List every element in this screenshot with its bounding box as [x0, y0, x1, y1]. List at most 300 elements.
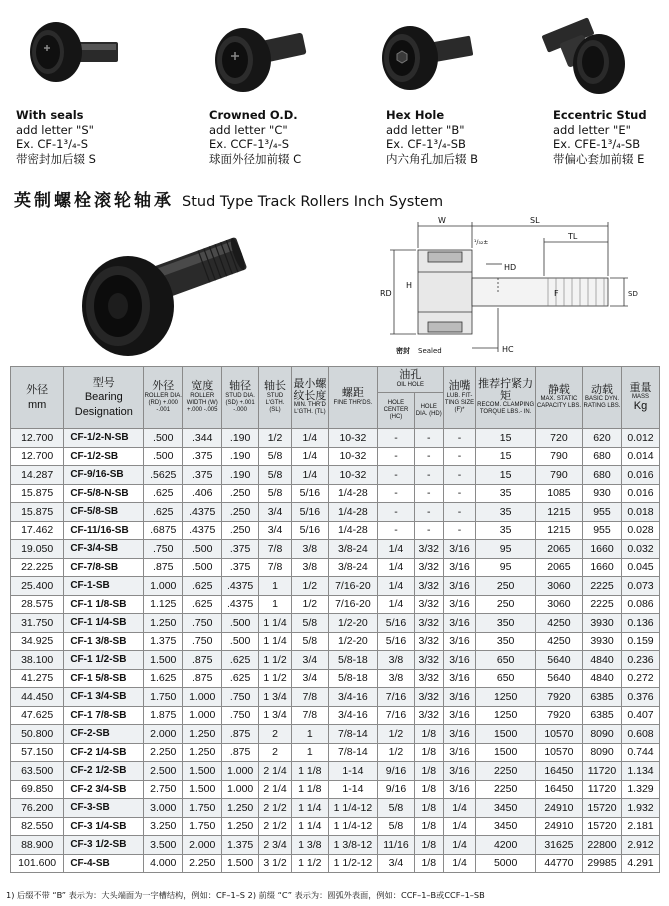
- cell-hc: 5/16: [378, 614, 415, 633]
- cell-threads: 10-32: [328, 466, 377, 485]
- cell-mass: 2.181: [621, 817, 659, 836]
- cell-lub: 3/16: [443, 632, 476, 651]
- cell-w: .500: [183, 540, 222, 559]
- cell-threads: 7/16-20: [328, 595, 377, 614]
- cell-sl: 7/8: [259, 558, 292, 577]
- cell-rd: .5625: [144, 466, 183, 485]
- cell-threads: 5/8-18: [328, 651, 377, 670]
- cell-rd: 3.000: [144, 799, 183, 818]
- cell-dynamic: 620: [583, 429, 622, 448]
- cell-mass: 0.045: [621, 558, 659, 577]
- cell-mass: 1.329: [621, 780, 659, 799]
- cell-designation: CF-5/8-SB: [64, 503, 144, 522]
- cell-hd: 1/8: [414, 725, 443, 744]
- cell-hc: -: [378, 466, 415, 485]
- cell-lub: 3/16: [443, 558, 476, 577]
- table-row: [11, 521, 660, 540]
- table-row: [11, 817, 660, 836]
- cell-rd: .625: [144, 503, 183, 522]
- seal-en-label: Sealed: [418, 347, 442, 355]
- cell-torque: 250: [476, 595, 535, 614]
- cell-dynamic: 3930: [583, 632, 622, 651]
- dim-h-label: H: [406, 281, 413, 290]
- cell-sl: 2 3/4: [259, 836, 292, 855]
- cell-sd: .4375: [222, 595, 259, 614]
- cell-hd: -: [414, 447, 443, 466]
- cell-rd: 2.250: [144, 743, 183, 762]
- cell-designation: CF-1/2-SB: [64, 447, 144, 466]
- cell-sl: 3/4: [259, 503, 292, 522]
- cell-hc: -: [378, 447, 415, 466]
- cell-mm: 25.400: [11, 577, 64, 596]
- cell-mass: 0.376: [621, 688, 659, 707]
- cell-hd: 3/32: [414, 614, 443, 633]
- cell-dynamic: 22800: [583, 836, 622, 855]
- cell-threads: 3/8-24: [328, 558, 377, 577]
- col-header-rd: 外径 ROLLER DIA. (RD) +.000 -.001: [144, 367, 183, 429]
- cell-hd: 1/8: [414, 743, 443, 762]
- cell-threads: 7/8-14: [328, 743, 377, 762]
- cell-hd: 1/8: [414, 854, 443, 873]
- table-row: [11, 799, 660, 818]
- cell-mass: 0.407: [621, 706, 659, 725]
- cell-mass: 0.032: [621, 540, 659, 559]
- table-row: [11, 577, 660, 596]
- stud-roller-photo: [60, 222, 260, 362]
- col-header-oil-hole: 油孔 OIL HOLE: [378, 367, 444, 393]
- cell-tl: 1: [291, 725, 328, 744]
- table-row: [11, 725, 660, 744]
- cell-designation: CF-9/16-SB: [64, 466, 144, 485]
- cell-hc: -: [378, 429, 415, 448]
- col-header-lub: 油嘴 LUB. FIT- TING SIZE (F)*: [443, 367, 476, 429]
- cell-static: 1215: [535, 503, 582, 522]
- cell-rd: 1.875: [144, 706, 183, 725]
- cell-lub: -: [443, 484, 476, 503]
- cell-w: .750: [183, 632, 222, 651]
- cell-threads: 1 3/8-12: [328, 836, 377, 855]
- cell-dynamic: 2225: [583, 577, 622, 596]
- cell-static: 24910: [535, 817, 582, 836]
- cell-mass: 0.744: [621, 743, 659, 762]
- cell-sd: .750: [222, 706, 259, 725]
- cell-static: 16450: [535, 762, 582, 781]
- cell-hd: 1/8: [414, 780, 443, 799]
- cell-dynamic: 2225: [583, 595, 622, 614]
- dimension-drawing: [378, 212, 638, 362]
- cell-mass: 0.016: [621, 484, 659, 503]
- cell-w: 1.000: [183, 688, 222, 707]
- cell-w: 2.000: [183, 836, 222, 855]
- cell-mm: 14.287: [11, 466, 64, 485]
- table-row: [11, 429, 660, 448]
- col-header-sl: 轴长 STUD L'GTH. (SL): [259, 367, 292, 429]
- cell-tl: 3/4: [291, 651, 328, 670]
- variant-example: Ex. CF-1³/₄-SB: [386, 137, 466, 151]
- cell-mm: 31.750: [11, 614, 64, 633]
- cell-lub: -: [443, 503, 476, 522]
- cell-designation: CF-3 1/2-SB: [64, 836, 144, 855]
- cell-w: .750: [183, 614, 222, 633]
- variant-suffix: add letter "E": [553, 122, 631, 137]
- cell-hc: 3/8: [378, 669, 415, 688]
- cell-hd: -: [414, 484, 443, 503]
- variant-title: Eccentric Stud: [553, 108, 647, 122]
- cell-static: 4250: [535, 614, 582, 633]
- cell-lub: 1/4: [443, 836, 476, 855]
- table-row: [11, 854, 660, 873]
- variant-options: [0, 0, 669, 180]
- cell-w: .375: [183, 466, 222, 485]
- cell-rd: 4.000: [144, 854, 183, 873]
- cell-designation: CF-3 1/4-SB: [64, 817, 144, 836]
- cell-lub: 3/16: [443, 762, 476, 781]
- variant-suffix: add letter "S": [16, 122, 94, 137]
- cell-threads: 1/4-28: [328, 521, 377, 540]
- cell-hd: 3/32: [414, 595, 443, 614]
- cell-sd: 1.000: [222, 780, 259, 799]
- cell-threads: 10-32: [328, 429, 377, 448]
- cell-dynamic: 1660: [583, 540, 622, 559]
- cell-tl: 5/16: [291, 503, 328, 522]
- variant-example: Ex. CFE-1³/₄-SB: [553, 137, 641, 151]
- cell-sd: 1.000: [222, 762, 259, 781]
- cell-sd: .250: [222, 503, 259, 522]
- cell-tl: 7/8: [291, 688, 328, 707]
- variant-cn: 带偏心套加前辍 E: [553, 151, 645, 166]
- cell-tl: 1 1/8: [291, 762, 328, 781]
- cell-torque: 250: [476, 577, 535, 596]
- cell-tl: 5/8: [291, 614, 328, 633]
- cell-designation: CF-11/16-SB: [64, 521, 144, 540]
- cell-mass: 4.291: [621, 854, 659, 873]
- cell-sd: .250: [222, 484, 259, 503]
- cell-dynamic: 930: [583, 484, 622, 503]
- cell-hc: 3/8: [378, 651, 415, 670]
- cell-mass: 0.159: [621, 632, 659, 651]
- cell-w: .406: [183, 484, 222, 503]
- cell-mm: 38.100: [11, 651, 64, 670]
- heading-en: Stud Type Track Rollers Inch System: [182, 194, 444, 210]
- cell-threads: 1-14: [328, 762, 377, 781]
- cell-torque: 15: [476, 466, 535, 485]
- cell-dynamic: 15720: [583, 817, 622, 836]
- variant-cn: 带密封加后辍 S: [16, 151, 96, 166]
- variant-example: Ex. CF-1³/₄-S: [16, 137, 89, 151]
- cell-sl: 1/2: [259, 429, 292, 448]
- cell-rd: .6875: [144, 521, 183, 540]
- cell-hd: -: [414, 521, 443, 540]
- cell-hc: 5/16: [378, 632, 415, 651]
- cell-rd: 2.750: [144, 780, 183, 799]
- cell-threads: 3/8-24: [328, 540, 377, 559]
- cell-torque: 1250: [476, 688, 535, 707]
- cell-hc: 9/16: [378, 762, 415, 781]
- col-header-torque: 推荐拧紧力矩 RECOM. CLAMPING TORQUE LBS.- IN.: [476, 367, 535, 429]
- cell-designation: CF-1 5/8-SB: [64, 669, 144, 688]
- cell-lub: -: [443, 429, 476, 448]
- cell-mass: 1.932: [621, 799, 659, 818]
- cell-hc: 9/16: [378, 780, 415, 799]
- cell-sd: 1.500: [222, 854, 259, 873]
- cell-sl: 2 1/4: [259, 762, 292, 781]
- cell-mass: 0.086: [621, 595, 659, 614]
- cell-torque: 650: [476, 669, 535, 688]
- cell-sl: 2 1/2: [259, 817, 292, 836]
- cell-sl: 5/8: [259, 447, 292, 466]
- cell-hd: 1/8: [414, 762, 443, 781]
- cell-static: 24910: [535, 799, 582, 818]
- cell-lub: -: [443, 466, 476, 485]
- cell-mass: 0.012: [621, 429, 659, 448]
- variant-hex-hole: [386, 0, 546, 180]
- cell-threads: 7/16-20: [328, 577, 377, 596]
- cell-static: 790: [535, 447, 582, 466]
- cell-dynamic: 8090: [583, 725, 622, 744]
- cell-static: 4250: [535, 632, 582, 651]
- cell-threads: 1/4-28: [328, 503, 377, 522]
- cell-mm: 76.200: [11, 799, 64, 818]
- cell-w: .625: [183, 595, 222, 614]
- variant-cn: 内六角孔加后辍 B: [386, 151, 479, 166]
- cell-sl: 2 1/2: [259, 799, 292, 818]
- cell-lub: -: [443, 447, 476, 466]
- cell-tl: 1/2: [291, 595, 328, 614]
- dim-f-label: F: [554, 289, 559, 298]
- cell-tl: 7/8: [291, 706, 328, 725]
- cell-hc: 1/4: [378, 577, 415, 596]
- cell-threads: 1 1/4-12: [328, 817, 377, 836]
- cell-designation: CF-7/8-SB: [64, 558, 144, 577]
- variant-title: Crowned O.D.: [209, 108, 298, 122]
- cell-designation: CF-5/8-N-SB: [64, 484, 144, 503]
- variant-caption: [209, 108, 369, 166]
- spec-table-body: [11, 429, 660, 873]
- cell-dynamic: 11720: [583, 780, 622, 799]
- cell-mm: 88.900: [11, 836, 64, 855]
- cell-sd: .500: [222, 632, 259, 651]
- cell-sl: 3 1/2: [259, 854, 292, 873]
- table-row: [11, 484, 660, 503]
- cell-mm: 17.462: [11, 521, 64, 540]
- cell-hc: 1/4: [378, 540, 415, 559]
- cell-torque: 3450: [476, 799, 535, 818]
- cell-sd: .500: [222, 614, 259, 633]
- cell-mass: 0.608: [621, 725, 659, 744]
- cell-dynamic: 955: [583, 521, 622, 540]
- cell-mass: 2.912: [621, 836, 659, 855]
- cell-dynamic: 680: [583, 466, 622, 485]
- cell-static: 2065: [535, 558, 582, 577]
- cell-hc: 1/4: [378, 595, 415, 614]
- cell-sl: 3/4: [259, 521, 292, 540]
- cell-sl: 1 1/2: [259, 651, 292, 670]
- variant-suffix: add letter "B": [386, 122, 465, 137]
- cell-hc: 11/16: [378, 836, 415, 855]
- cell-tl: 3/8: [291, 540, 328, 559]
- cell-dynamic: 6385: [583, 706, 622, 725]
- cell-torque: 1500: [476, 725, 535, 744]
- col-header-designation: 型号 Bearing Designation: [64, 367, 144, 429]
- cell-hc: 7/16: [378, 706, 415, 725]
- cell-w: 1.250: [183, 725, 222, 744]
- cell-mm: 34.925: [11, 632, 64, 651]
- cell-hd: -: [414, 429, 443, 448]
- cell-hc: 1/2: [378, 725, 415, 744]
- cell-torque: 35: [476, 521, 535, 540]
- cell-rd: .500: [144, 429, 183, 448]
- cell-threads: 7/8-14: [328, 725, 377, 744]
- cell-sd: .375: [222, 558, 259, 577]
- cell-sl: 1 3/4: [259, 688, 292, 707]
- table-row: [11, 706, 660, 725]
- cell-rd: 2.000: [144, 725, 183, 744]
- cell-torque: 95: [476, 558, 535, 577]
- cell-static: 16450: [535, 780, 582, 799]
- cell-threads: 1/2-20: [328, 614, 377, 633]
- cell-rd: 1.500: [144, 651, 183, 670]
- cell-mm: 28.575: [11, 595, 64, 614]
- cell-designation: CF-2 1/4-SB: [64, 743, 144, 762]
- cell-w: .4375: [183, 503, 222, 522]
- cell-tl: 1/4: [291, 447, 328, 466]
- cell-tl: 1 1/8: [291, 780, 328, 799]
- cell-static: 10570: [535, 725, 582, 744]
- dim-sd-label: SD: [628, 290, 638, 298]
- cell-mass: 0.028: [621, 521, 659, 540]
- cell-tl: 1 3/8: [291, 836, 328, 855]
- cell-dynamic: 955: [583, 503, 622, 522]
- cell-rd: .500: [144, 447, 183, 466]
- cell-static: 5640: [535, 669, 582, 688]
- cell-w: 1.500: [183, 780, 222, 799]
- dim-sl-label: SL: [530, 216, 540, 225]
- cell-rd: 1.250: [144, 614, 183, 633]
- cell-lub: 3/16: [443, 614, 476, 633]
- cell-w: 2.250: [183, 854, 222, 873]
- cell-sl: 1: [259, 595, 292, 614]
- cell-dynamic: 29985: [583, 854, 622, 873]
- cell-lub: 3/16: [443, 743, 476, 762]
- cell-static: 3060: [535, 595, 582, 614]
- cell-sl: 2: [259, 743, 292, 762]
- cell-threads: 5/8-18: [328, 669, 377, 688]
- cell-dynamic: 3930: [583, 614, 622, 633]
- cell-sd: .190: [222, 466, 259, 485]
- cell-static: 31625: [535, 836, 582, 855]
- cell-hd: -: [414, 503, 443, 522]
- variant-title: Hex Hole: [386, 108, 445, 122]
- cell-sl: 7/8: [259, 540, 292, 559]
- cell-w: .344: [183, 429, 222, 448]
- cell-tl: 1/4: [291, 429, 328, 448]
- cell-hd: 3/32: [414, 688, 443, 707]
- cell-hd: 3/32: [414, 651, 443, 670]
- col-header-hd: HOLE DIA. (HD): [414, 393, 443, 429]
- cell-torque: 2250: [476, 762, 535, 781]
- cell-torque: 650: [476, 651, 535, 670]
- cell-threads: 1 1/4-12: [328, 799, 377, 818]
- cell-sl: 5/8: [259, 484, 292, 503]
- cell-w: 1.000: [183, 706, 222, 725]
- col-header-mm: 外径 mm: [11, 367, 64, 429]
- cell-dynamic: 11720: [583, 762, 622, 781]
- cell-hc: -: [378, 503, 415, 522]
- table-row: [11, 595, 660, 614]
- table-row: [11, 447, 660, 466]
- cell-hc: 5/8: [378, 817, 415, 836]
- dim-rd-label: RD: [380, 289, 392, 298]
- cell-w: 1.500: [183, 762, 222, 781]
- cell-sl: 2: [259, 725, 292, 744]
- cell-dynamic: 4840: [583, 669, 622, 688]
- cell-tl: 1/4: [291, 466, 328, 485]
- cell-threads: 1 1/2-12: [328, 854, 377, 873]
- cell-sl: 5/8: [259, 466, 292, 485]
- cell-hc: -: [378, 521, 415, 540]
- cell-sd: .190: [222, 447, 259, 466]
- cell-tl: 1: [291, 743, 328, 762]
- dim-w-label: W: [438, 216, 446, 225]
- table-row: [11, 762, 660, 781]
- cell-static: 2065: [535, 540, 582, 559]
- cell-torque: 4200: [476, 836, 535, 855]
- cell-designation: CF-2-SB: [64, 725, 144, 744]
- cell-tl: 1 1/4: [291, 799, 328, 818]
- cell-dynamic: 8090: [583, 743, 622, 762]
- cell-torque: 35: [476, 503, 535, 522]
- col-header-static: 静载 MAX. STATIC CAPACITY LBS.: [535, 367, 582, 429]
- cell-designation: CF-1 3/4-SB: [64, 688, 144, 707]
- cell-designation: CF-1 1/8-SB: [64, 595, 144, 614]
- cell-hc: 1/2: [378, 743, 415, 762]
- cell-dynamic: 4840: [583, 651, 622, 670]
- cell-lub: 3/16: [443, 688, 476, 707]
- cell-sl: 1 1/4: [259, 614, 292, 633]
- cell-w: 1.750: [183, 799, 222, 818]
- cell-mm: 47.625: [11, 706, 64, 725]
- cell-hd: 3/32: [414, 558, 443, 577]
- cell-rd: .875: [144, 558, 183, 577]
- cell-mass: 0.272: [621, 669, 659, 688]
- col-header-w: 宽度 ROLLER WIDTH (W) +.000 -.005: [183, 367, 222, 429]
- cell-tl: 5/8: [291, 632, 328, 651]
- col-header-hc: HOLE CENTER (HC): [378, 393, 415, 429]
- cell-torque: 350: [476, 632, 535, 651]
- cell-static: 44770: [535, 854, 582, 873]
- cell-torque: 1250: [476, 706, 535, 725]
- cell-tl: 5/16: [291, 521, 328, 540]
- cell-torque: 1500: [476, 743, 535, 762]
- cell-static: 3060: [535, 577, 582, 596]
- footnote: 1) 后缀不带 “B” 表示为：大头端面为一字槽结构，例如：CF–1–S 2) 前缀 “C” 表示为：圆弧外表面，例如：CCF–1–B或CCF–1–SB: [6, 890, 485, 900]
- cell-mass: 0.136: [621, 614, 659, 633]
- table-row: [11, 780, 660, 799]
- cell-designation: CF-1 1/4-SB: [64, 614, 144, 633]
- cell-threads: 10-32: [328, 447, 377, 466]
- section-heading: [14, 186, 654, 210]
- cell-static: 1215: [535, 521, 582, 540]
- variant-caption: [553, 108, 669, 166]
- cell-hc: 3/4: [378, 854, 415, 873]
- cell-static: 720: [535, 429, 582, 448]
- cell-sd: .250: [222, 521, 259, 540]
- cell-torque: 15: [476, 447, 535, 466]
- cell-static: 7920: [535, 706, 582, 725]
- cell-mm: 44.450: [11, 688, 64, 707]
- cell-threads: 1/4-28: [328, 484, 377, 503]
- cell-mm: 101.600: [11, 854, 64, 873]
